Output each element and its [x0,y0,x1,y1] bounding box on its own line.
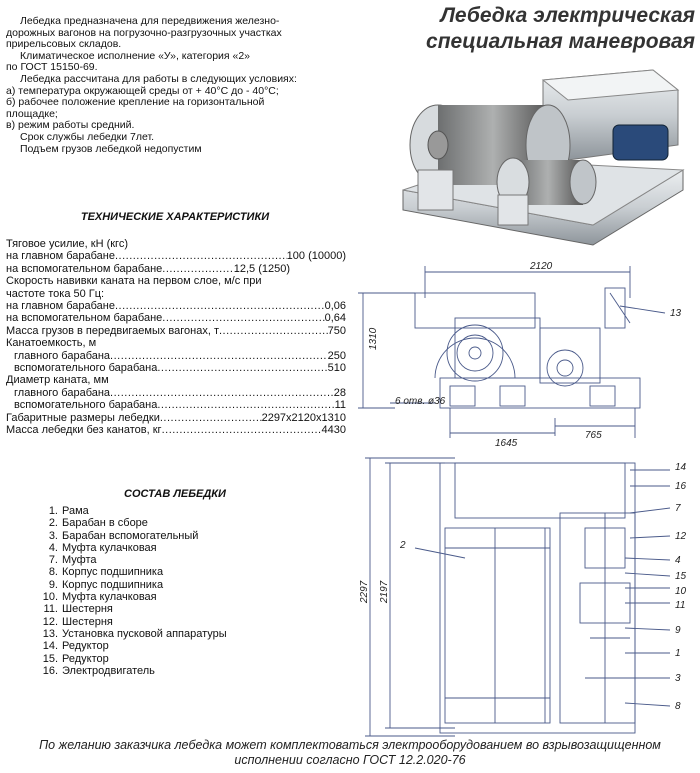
intro-line: дорожных вагонов на погрузочно-разгрузочных участках [6,26,282,39]
spec-row [6,412,346,424]
spec-value: 100 (10000) [286,250,346,263]
spec-row [6,250,346,262]
list-item: 3. Барабан вспомогательный [48,529,199,542]
spec-label: Масса лебедки без канатов, кг [6,424,162,437]
intro-line: в) режим работы средний. [6,119,135,132]
spec-row [6,387,346,399]
page-title [370,3,695,55]
spec-value: 2297x2120x1310 [261,411,346,424]
spec-row [6,312,346,324]
dim-1645-label: 1645 [495,438,518,449]
footer-line-1: По желанию заказчика лебедка может комплектоваться электрооборудованием во взрывозащищенном [39,738,661,752]
title-line-2: специальная маневровая [426,30,695,53]
intro-line: Подъем грузов лебедкой недопустим [20,142,202,155]
callout-8: 8 [675,701,681,712]
specs-list [6,238,346,437]
spec-label: главного барабана [14,349,111,362]
spec-row [6,337,346,349]
dim-2297-label: 2297 [359,580,370,603]
spec-row [6,424,346,436]
spec-row [6,275,346,287]
callout-12: 12 [675,531,687,542]
callout-3: 3 [675,673,681,684]
intro-line: прирельсовых складов. [6,38,122,51]
spec-label: вспомогательного барабана [14,399,158,412]
callout-2: 2 [400,540,406,551]
list-item: 15. Редуктор [42,652,109,665]
spec-value: 11 [334,399,346,412]
spec-label: главного барабана [14,386,111,399]
winch-drawing [355,258,700,738]
callout-1: 1 [675,648,681,659]
list-item: 13. Установка пусковой аппаратуры [42,627,227,640]
footer-line-2: исполнении согласно ГОСТ 12.2.020-76 [234,753,466,767]
spec-label: Габаритные размеры лебедки [6,411,160,424]
callout-9: 9 [675,625,681,636]
spec-value: 510 [327,362,346,375]
intro-line: по ГОСТ 15150-69. [6,61,98,74]
intro-line: б) рабочее положение крепление на горизонтальной [6,96,265,109]
intro-line: Климатическое исполнение «У», категория «2» [20,49,251,62]
spec-label: на главном барабане [6,250,115,263]
composition-list [38,505,227,677]
intro-line: Срок службы лебедки 7лет. [20,130,155,143]
spec-label: на вспомогательном барабане [6,312,163,325]
callout-15: 15 [675,571,687,582]
list-item: 16. Электродвигатель [42,664,155,677]
holes-label: 6 отв. ø36 [395,396,446,407]
dim-width-label: 2120 [530,261,553,272]
winch-photo [393,50,693,260]
list-item: 14. Редуктор [42,640,109,653]
specs-heading: ТЕХНИЧЕСКИЕ ХАРАКТЕРИСТИКИ [80,211,270,223]
title-line-1: Лебедка электрическая [440,4,695,27]
list-item: 2. Барабан в сборе [48,517,148,530]
list-item: 8. Корпус подшипника [48,566,164,579]
spec-value: 12,5 (1250) [233,262,290,275]
spec-label: Масса грузов в передвигаемых вагонах, т [6,324,219,337]
list-item: 1. Рама [48,505,89,517]
spec-label: Скорость навивки каната на первом слое, м/с при [6,275,262,288]
list-item: 7. Муфта [48,554,97,567]
intro-line: Лебедка предназначена для передвижения железно- [20,15,280,27]
spec-label: на главном барабане [6,300,115,313]
dim-height-label: 1310 [368,327,379,350]
spec-row [6,362,346,374]
list-item: 12. Шестерня [42,615,113,628]
spec-row [6,399,346,411]
dim-2197-label: 2197 [379,580,390,603]
callout-14: 14 [675,462,687,473]
intro-text [6,16,346,155]
composition-heading: СОСТАВ ЛЕБЕДКИ [124,488,226,500]
spec-label: частоте тока 50 Гц: [6,287,105,300]
spec-value: 4430 [321,424,346,437]
callout-11: 11 [675,600,686,611]
spec-label: Тяговое усилие, кН (кгс) [6,238,128,250]
spec-value: 250 [327,349,346,362]
intro-line: а) температура окружающей среды от + 40°С до - 40°С; [6,84,279,97]
footer-note [0,738,700,768]
callout-16: 16 [675,481,687,492]
callout-10: 10 [675,586,687,597]
intro-line: площадке; [6,107,58,120]
spec-label: Диаметр каната, мм [6,374,109,387]
list-item: 10. Муфта кулачковая [42,591,157,604]
intro-line: Лебедка рассчитана для работы в следующих условиях: [20,72,297,85]
spec-value: 0,06 [324,300,346,313]
spec-label: вспомогательного барабана [14,362,158,375]
spec-row [6,325,346,337]
spec-row [6,350,346,362]
spec-row [6,288,346,300]
list-item: 4. Муфта кулачковая [48,541,157,554]
callout-4: 4 [675,555,681,566]
dim-765-label: 765 [585,430,602,441]
spec-row [6,374,346,386]
list-item: 9. Корпус подшипника [48,578,164,591]
spec-row [6,263,346,275]
spec-label: Канатоемкость, м [6,337,97,350]
spec-row [6,238,346,250]
spec-row [6,300,346,312]
callout-13: 13 [670,308,682,319]
spec-label: на вспомогательном барабане [6,262,163,275]
spec-value: 750 [327,324,346,337]
spec-value: 0,64 [324,312,346,325]
spec-value: 28 [333,386,346,399]
list-item: 11. Шестерня [43,603,113,616]
callout-7: 7 [675,503,681,514]
